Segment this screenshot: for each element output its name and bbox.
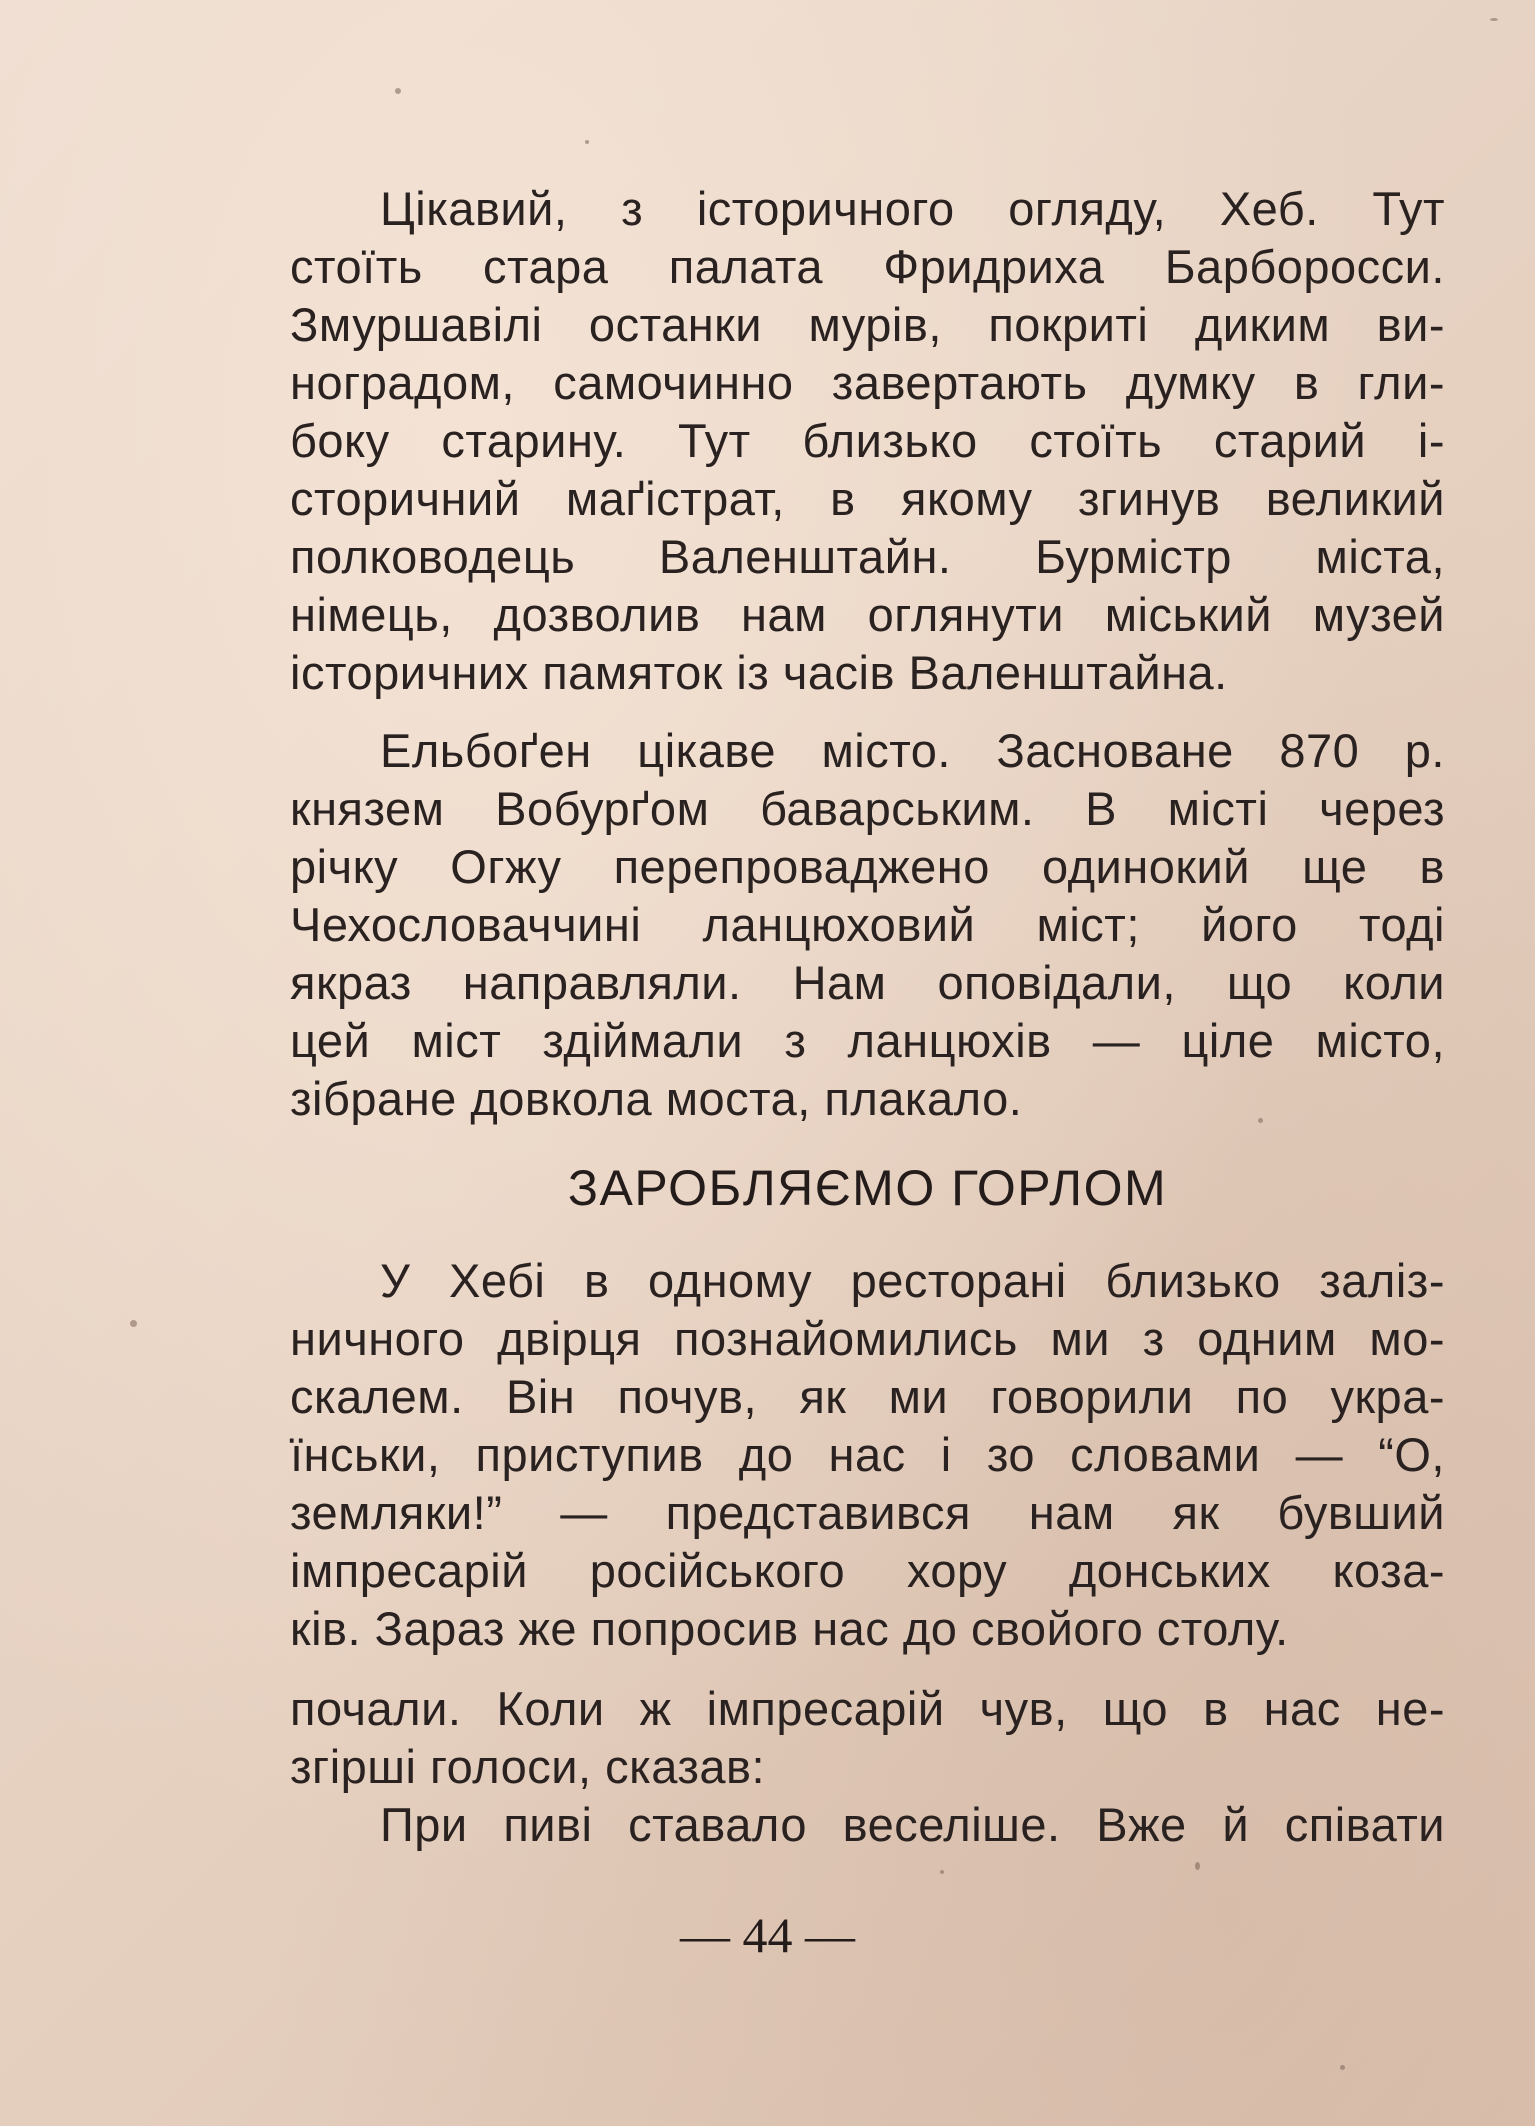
text-line: ничного двірця познайомились ми з одним мо-: [290, 1312, 1445, 1365]
text-line: Змуршавілі останки мурів, покриті диким ви-: [290, 298, 1445, 351]
section-heading: ЗАРОБЛЯЄМО ГОРЛОМ: [567, 1160, 1168, 1216]
text-line: німець, дозволив нам оглянути міський музей: [290, 588, 1445, 641]
text-line: їнськи, приступив до нас і зо словами — “О,: [290, 1428, 1445, 1481]
paper-speck: [940, 1870, 944, 1874]
text-line: Чехословаччині ланцюховий міст; його тоді: [290, 898, 1445, 951]
paragraph-1: [290, 180, 1445, 702]
text-line: якраз направляли. Нам оповідали, що коли: [290, 956, 1445, 1009]
paper-speck: [1340, 2065, 1345, 2070]
text-line: річку Огжу перепроваджено одинокий ще в: [290, 840, 1445, 893]
text-line: почали. Коли ж імпресарій чув, що в нас не-: [290, 1682, 1445, 1735]
text-line: При пиві ставало веселіше. Вже й співати: [380, 1798, 1445, 1851]
text-line: У Хебі в одному ресторані близько заліз-: [380, 1254, 1445, 1307]
paper-speck: [395, 88, 401, 94]
text-line: цей міст здіймали з ланцюхів — ціле місто,: [290, 1014, 1445, 1067]
text-line: ків. Зараз же попросив нас до свойого столу.: [290, 1602, 1289, 1655]
paper-speck: [130, 1320, 137, 1327]
text-line: Ельбоґен цікаве місто. Засноване 870 р.: [380, 724, 1445, 777]
text-line: Цікавий, з історичного огляду, Хеб. Тут: [380, 182, 1445, 235]
paper-speck: [1195, 1862, 1200, 1870]
text-line: ноградом, самочинно завертають думку в гли-: [290, 356, 1445, 409]
page-number: — 44 —: [680, 1907, 855, 1963]
paragraph-4: [290, 1680, 1445, 1854]
text-line: імпресарій російського хору донських коза-: [290, 1544, 1445, 1597]
text-line: згірші голоси, сказав:: [290, 1740, 766, 1793]
text-line: земляки!” — представився нам як бувший: [290, 1486, 1445, 1539]
text-line: зібране довкола моста, плакало.: [290, 1072, 1023, 1125]
text-line: князем Вобурґом баварським. В місті через: [290, 782, 1445, 835]
text-line: стоїть стара палата Фридриха Барборосси.: [290, 240, 1445, 293]
text-line: боку старину. Тут близько стоїть старий і-: [290, 414, 1445, 467]
paper-speck: [1490, 18, 1498, 21]
text-line: полководець Валенштайн. Бурмістр міста,: [290, 530, 1445, 583]
text-line: історичних памяток із часів Валенштайна.: [290, 646, 1228, 699]
text-line: скалем. Він почув, як ми говорили по укра-: [290, 1370, 1445, 1423]
paper-speck: [585, 140, 589, 144]
text-line: сторичний маґістрат, в якому згинув великий: [290, 472, 1445, 525]
paragraph-3: [290, 1252, 1445, 1658]
paragraph-2: [290, 722, 1445, 1128]
